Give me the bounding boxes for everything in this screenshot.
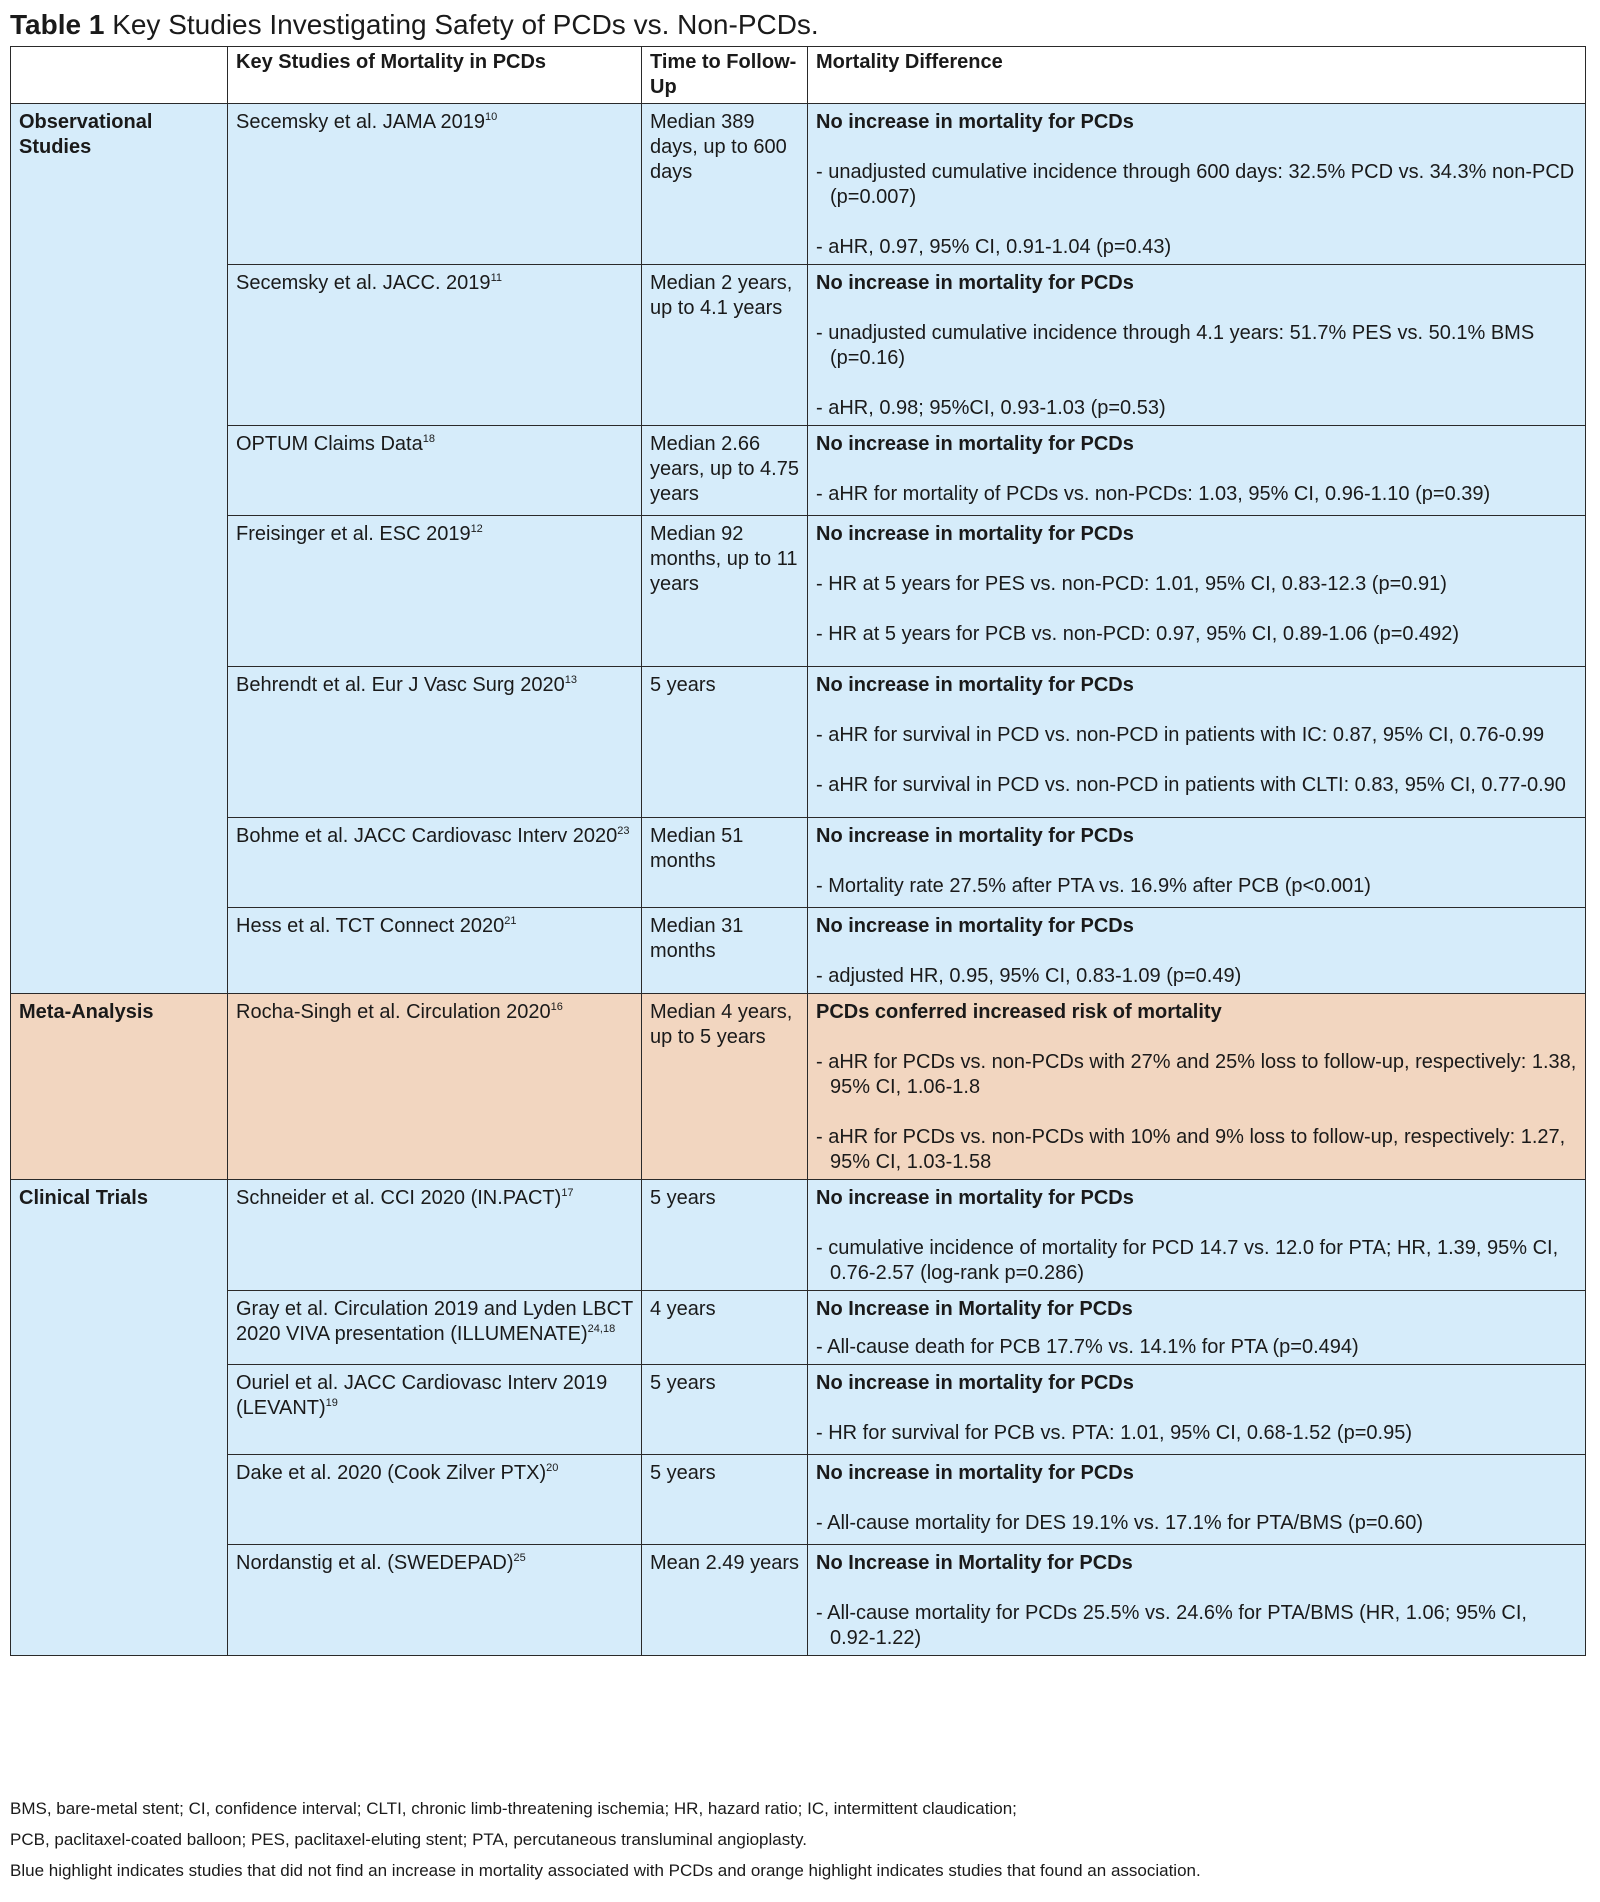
result-heading: No increase in mortality for PCDs bbox=[816, 523, 1134, 545]
table-row bbox=[11, 1455, 1586, 1545]
table-row bbox=[11, 667, 1586, 818]
result-bullet: - cumulative incidence of mortality for PCD 14.7 vs. 12.0 for PTA; HR, 1.39, 95% CI, 0.76-2.57 (log-rank p=0.286) bbox=[816, 1237, 1559, 1284]
study-cell: Behrendt et al. Eur J Vasc Surg 2020$^{13}$ bbox=[228, 667, 642, 818]
follow-up-cell: 5 years bbox=[642, 1455, 808, 1545]
studies-table bbox=[10, 46, 1586, 1656]
table-body bbox=[11, 104, 1586, 1656]
result-bullet: - All-cause mortality for DES 19.1% vs. 17.1% for PTA/BMS (p=0.60) bbox=[816, 1512, 1424, 1534]
mortality-cell bbox=[808, 265, 1586, 426]
result-bullet: - aHR, 0.97, 95% CI, 0.91-1.04 (p=0.43) bbox=[816, 236, 1172, 258]
follow-up-cell: Median 51 months bbox=[642, 818, 808, 908]
mortality-cell bbox=[808, 426, 1586, 516]
result-bullet: - Mortality rate 27.5% after PTA vs. 16.9% after PCB (p<0.001) bbox=[816, 875, 1371, 897]
result-bullet: - aHR for survival in PCD vs. non-PCD in patients with CLTI: 0.83, 95% CI, 0.77-0.90 bbox=[816, 774, 1566, 796]
table-row bbox=[11, 1365, 1586, 1455]
follow-up-cell: 5 years bbox=[642, 667, 808, 818]
table-row bbox=[11, 908, 1586, 994]
follow-up-cell: Median 31 months bbox=[642, 908, 808, 994]
follow-up-cell: Median 92 months, up to 11 years bbox=[642, 516, 808, 667]
header-row bbox=[11, 47, 1586, 104]
follow-up-cell: Median 4 years, up to 5 years bbox=[642, 994, 808, 1180]
study-cell: Bohme et al. JACC Cardiovasc Interv 2020$^{23}$ bbox=[228, 818, 642, 908]
result-heading: No increase in mortality for PCDs bbox=[816, 433, 1134, 455]
footnote-abbreviations-1: BMS, bare-metal stent; CI, confidence interval; CLTI, chronic limb-threatening ischemia; HR, hazard ratio; IC, intermittent claudication; bbox=[10, 1799, 1017, 1818]
result-heading: No increase in mortality for PCDs bbox=[816, 1372, 1134, 1394]
mortality-cell bbox=[808, 1180, 1586, 1291]
result-bullet: - All-cause mortality for PCDs 25.5% vs. 24.6% for PTA/BMS (HR, 1.06; 95% CI, 0.92-1.22) bbox=[816, 1602, 1527, 1649]
study-cell: Nordanstig et al. (SWEDEPAD)$^{25}$ bbox=[228, 1545, 642, 1656]
study-cell: Secemsky et al. JACC. 2019$^{11}$ bbox=[228, 265, 642, 426]
result-bullet: - aHR for PCDs vs. non-PCDs with 27% and 25% loss to follow-up, respectively: 1.38, 95% CI, 1.06-1.8 bbox=[816, 1051, 1577, 1098]
mortality-cell bbox=[808, 516, 1586, 667]
table-row bbox=[11, 1291, 1586, 1365]
result-bullet: - unadjusted cumulative incidence through 4.1 years: 51.7% PES vs. 50.1% BMS (p=0.16) bbox=[816, 322, 1535, 369]
result-heading: No increase in mortality for PCDs bbox=[816, 674, 1134, 696]
study-cell: Secemsky et al. JAMA 2019$^{10}$ bbox=[228, 104, 642, 265]
header-mortality: Mortality Difference bbox=[808, 47, 1586, 104]
study-cell: Dake et al. 2020 (Cook Zilver PTX)$^{20}$ bbox=[228, 1455, 642, 1545]
mortality-cell bbox=[808, 818, 1586, 908]
table-row bbox=[11, 1545, 1586, 1656]
follow-up-cell: Mean 2.49 years bbox=[642, 1545, 808, 1656]
group-observational: Observational Studies bbox=[11, 104, 228, 994]
result-heading: No Increase in Mortality for PCDs bbox=[816, 1298, 1133, 1320]
result-heading: No increase in mortality for PCDs bbox=[816, 1462, 1134, 1484]
table-label: Table 1 bbox=[10, 9, 105, 40]
follow-up-cell: 4 years bbox=[642, 1291, 808, 1365]
follow-up-cell: Median 2.66 years, up to 4.75 years bbox=[642, 426, 808, 516]
study-cell: Freisinger et al. ESC 2019$^{12}$ bbox=[228, 516, 642, 667]
result-bullet: - HR at 5 years for PCB vs. non-PCD: 0.97, 95% CI, 0.89-1.06 (p=0.492) bbox=[816, 623, 1460, 645]
table-row bbox=[11, 516, 1586, 667]
mortality-cell bbox=[808, 1545, 1586, 1656]
table-row bbox=[11, 1180, 1586, 1291]
study-cell: Gray et al. Circulation 2019 and Lyden LBCT 2020 VIVA presentation (ILLUMENATE)$^{24,18}$ bbox=[228, 1291, 642, 1365]
follow-up-cell: 5 years bbox=[642, 1180, 808, 1291]
follow-up-cell: Median 389 days, up to 600 days bbox=[642, 104, 808, 265]
result-bullet: - All-cause death for PCB 17.7% vs. 14.1% for PTA (p=0.494) bbox=[816, 1336, 1359, 1358]
study-cell: Ouriel et al. JACC Cardiovasc Interv 2019 (LEVANT)$^{19}$ bbox=[228, 1365, 642, 1455]
mortality-cell bbox=[808, 667, 1586, 818]
result-bullet: - adjusted HR, 0.95, 95% CI, 0.83-1.09 (p=0.49) bbox=[816, 965, 1242, 987]
study-cell: OPTUM Claims Data$^{18}$ bbox=[228, 426, 642, 516]
header-group bbox=[11, 47, 228, 104]
table-row bbox=[11, 104, 1586, 265]
header-follow-up: Time to Follow-Up bbox=[642, 47, 808, 104]
table-row bbox=[11, 426, 1586, 516]
result-heading: PCDs conferred increased risk of mortality bbox=[816, 1001, 1222, 1023]
footnote-abbreviations-2: PCB, paclitaxel-coated balloon; PES, paclitaxel-eluting stent; PTA, percutaneous transluminal angioplasty. bbox=[10, 1830, 807, 1849]
follow-up-cell: Median 2 years, up to 4.1 years bbox=[642, 265, 808, 426]
group-clinical-trials: Clinical Trials bbox=[11, 1180, 228, 1656]
result-bullet: - unadjusted cumulative incidence through 600 days: 32.5% PCD vs. 34.3% non-PCD (p=0.007) bbox=[816, 161, 1575, 208]
result-bullet: - HR for survival for PCB vs. PTA: 1.01, 95% CI, 0.68-1.52 (p=0.95) bbox=[816, 1422, 1412, 1444]
mortality-cell bbox=[808, 1291, 1586, 1365]
table-row bbox=[11, 994, 1586, 1180]
result-bullet: - aHR for survival in PCD vs. non-PCD in patients with IC: 0.87, 95% CI, 0.76-0.99 bbox=[816, 724, 1545, 746]
follow-up-cell: 5 years bbox=[642, 1365, 808, 1455]
study-cell: Hess et al. TCT Connect 2020$^{21}$ bbox=[228, 908, 642, 994]
footnote-highlight-legend: Blue highlight indicates studies that did not find an increase in mortality associated with PCDs and orange highlight indicates studies that found an association. bbox=[10, 1861, 1201, 1880]
mortality-cell bbox=[808, 994, 1586, 1180]
result-heading: No increase in mortality for PCDs bbox=[816, 111, 1134, 133]
result-heading: No increase in mortality for PCDs bbox=[816, 915, 1134, 937]
study-cell: Rocha-Singh et al. Circulation 2020$^{16}$ bbox=[228, 994, 642, 1180]
header-study: Key Studies of Mortality in PCDs bbox=[228, 47, 642, 104]
table-row bbox=[11, 818, 1586, 908]
mortality-cell bbox=[808, 104, 1586, 265]
study-cell: Schneider et al. CCI 2020 (IN.PACT)$^{17}$ bbox=[228, 1180, 642, 1291]
mortality-cell bbox=[808, 1365, 1586, 1455]
result-bullet: - HR at 5 years for PES vs. non-PCD: 1.01, 95% CI, 0.83-12.3 (p=0.91) bbox=[816, 573, 1447, 595]
mortality-cell bbox=[808, 1455, 1586, 1545]
result-bullet: - aHR, 0.98; 95%CI, 0.93-1.03 (p=0.53) bbox=[816, 397, 1166, 419]
result-bullet: - aHR for PCDs vs. non-PCDs with 10% and 9% loss to follow-up, respectively: 1.27, 95% CI, 1.03-1.58 bbox=[816, 1126, 1566, 1173]
table-row bbox=[11, 265, 1586, 426]
table-title: Key Studies Investigating Safety of PCDs vs. Non-PCDs. bbox=[112, 9, 819, 40]
table-caption bbox=[10, 8, 819, 42]
result-heading: No increase in mortality for PCDs bbox=[816, 272, 1134, 294]
result-heading: No increase in mortality for PCDs bbox=[816, 1187, 1134, 1209]
result-heading: No Increase in Mortality for PCDs bbox=[816, 1552, 1133, 1574]
group-meta-analysis: Meta-Analysis bbox=[11, 994, 228, 1180]
result-heading: No increase in mortality for PCDs bbox=[816, 825, 1134, 847]
mortality-cell bbox=[808, 908, 1586, 994]
result-bullet: - aHR for mortality of PCDs vs. non-PCDs: 1.03, 95% CI, 0.96-1.10 (p=0.39) bbox=[816, 483, 1491, 505]
